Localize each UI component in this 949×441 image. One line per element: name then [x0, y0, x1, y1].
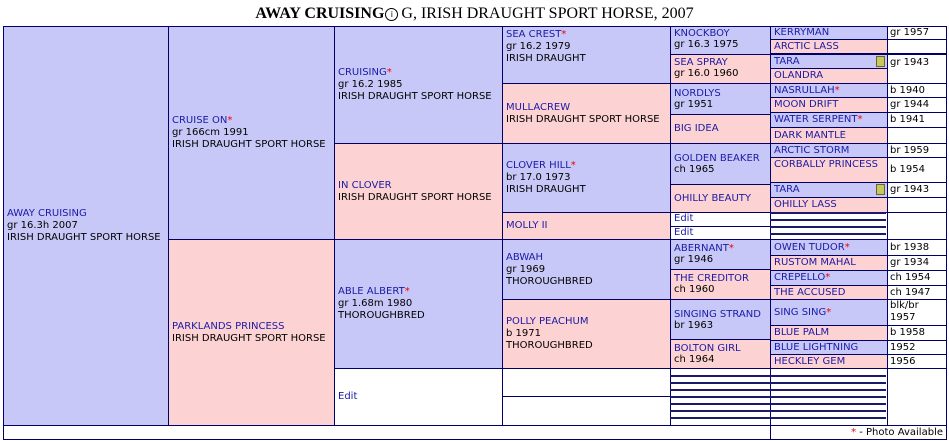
ancestor-name-link[interactable]: NORDLYS: [674, 88, 721, 99]
ancestor-name-link[interactable]: ABWAH: [506, 251, 544, 263]
ancestor-name-link[interactable]: THE CREDITOR: [674, 273, 749, 284]
ancestor-details: gr 1951: [674, 99, 714, 110]
edit-link[interactable]: Edit: [674, 227, 694, 238]
ancestor-details: gr 1969: [506, 263, 546, 275]
g5-info-cell: ch 1947: [887, 285, 947, 300]
g5-info-cell: b 1958: [887, 325, 947, 341]
ancestor-details: ch 1965: [674, 164, 715, 175]
info-icon[interactable]: i: [385, 8, 398, 21]
ancestor-details: br 1963: [674, 319, 714, 331]
g5-name-cell: [770, 255, 888, 271]
ancestor-name-link[interactable]: OWEN TUDOR: [774, 242, 845, 253]
g3-cell: [502, 83, 671, 144]
g4-cell: [670, 299, 771, 340]
g5-info-cell: [887, 127, 947, 144]
title-description: G, IRISH DRAUGHT SPORT HORSE, 2007: [401, 5, 694, 22]
g4-cell: [670, 184, 771, 213]
ancestor-name-link[interactable]: OLANDRA: [774, 70, 824, 81]
g5-name-cell: [770, 299, 888, 326]
ancestor-breed: THOROUGHBRED: [506, 275, 593, 287]
g5-info-cell: 1956: [887, 354, 947, 369]
g5-name-cell: [770, 97, 888, 113]
ancestor-name-link[interactable]: CLOVER HILL: [506, 160, 571, 171]
ancestor-name-link[interactable]: MULLACREW: [506, 101, 571, 113]
page-title: [0, 4, 949, 24]
photo-available-marker: *: [386, 67, 392, 78]
ancestor-breed: THOROUGHBRED: [506, 340, 593, 351]
g4-cell: [670, 226, 771, 240]
g5-info-cell: b 1954: [887, 157, 947, 183]
duplicate-marker-icon: [876, 184, 885, 195]
ancestor-details: gr 1.68m 1980: [338, 298, 413, 309]
ancestor-name-link[interactable]: BOLTON GIRL: [674, 343, 741, 354]
g5-info-cell: 1952: [887, 340, 947, 355]
ancestor-name-link[interactable]: ARCTIC STORM: [774, 145, 850, 156]
ancestor-name-link[interactable]: OHILLY LASS: [774, 199, 837, 210]
g4-cell: [670, 239, 771, 270]
dam-name-link[interactable]: PARKLANDS PRINCESS: [172, 320, 285, 332]
g5-name-cell: [770, 354, 888, 369]
ancestor-name-link[interactable]: DARK MANTLE: [774, 130, 846, 141]
dam-breed: IRISH DRAUGHT SPORT HORSE: [172, 332, 326, 344]
g5-name-cell: [770, 26, 888, 40]
ancestor-breed: IRISH DRAUGHT SPORT HORSE: [338, 191, 492, 203]
g4-cell: [670, 269, 771, 300]
g5-name-cell: [770, 143, 888, 158]
ancestor-name-link[interactable]: IN CLOVER: [338, 179, 392, 191]
duplicate-marker-icon: [876, 56, 885, 67]
g3-cell: [502, 299, 671, 369]
g5-info-cell: br 1959: [887, 143, 947, 158]
edit-link[interactable]: Edit: [338, 391, 358, 402]
photo-available-marker: *: [844, 242, 850, 253]
ancestor-name-link[interactable]: SINGING STRAND: [674, 308, 761, 320]
dam-dam-cell: [334, 368, 503, 426]
ancestor-name-link[interactable]: WATER SERPENT: [774, 114, 858, 125]
ancestor-name-link[interactable]: BLUE PALM: [774, 327, 830, 338]
ancestor-name-link[interactable]: CRUISING: [338, 67, 387, 78]
g5-name-cell: [770, 285, 888, 300]
ancestor-name-link[interactable]: ABLE ALBERT: [338, 286, 405, 297]
g5-info-text: gr 1943: [890, 57, 930, 68]
g3-cell: [502, 143, 671, 213]
g5-info-cell: [887, 39, 947, 54]
ancestor-name-link[interactable]: RUSTOM MAHAL: [774, 257, 856, 268]
g5-info-cell: gr 1957: [887, 26, 947, 40]
g4-cell: [670, 114, 771, 144]
g5-name-cell: [770, 39, 888, 54]
ancestor-name-link[interactable]: CORBALLY PRINCESS: [774, 159, 879, 170]
ancestor-name-link[interactable]: KERRYMAN: [774, 27, 830, 38]
ancestor-name-link[interactable]: MOON DRIFT: [774, 99, 839, 110]
ancestor-breed: IRISH DRAUGHT: [506, 184, 586, 195]
photo-legend: [770, 425, 947, 440]
photo-available-marker: *: [825, 272, 831, 283]
sire-breed: IRISH DRAUGHT SPORT HORSE: [172, 139, 326, 150]
g4-cell: [670, 339, 771, 369]
photo-available-marker: *: [834, 85, 840, 96]
photo-legend-text: - Photo Available: [856, 427, 943, 438]
ancestor-breed: THOROUGHBRED: [338, 310, 425, 321]
g5-info-cell: ch 1954: [887, 270, 947, 286]
ancestor-name-link[interactable]: TARA: [774, 184, 800, 195]
dam-sire-cell: [334, 239, 503, 369]
ancestor-name-link[interactable]: OHILLY BEAUTY: [674, 192, 751, 204]
g5-name-cell: [770, 68, 888, 84]
ancestor-name-link[interactable]: ARCTIC LASS: [774, 41, 839, 52]
ancestor-name-link[interactable]: THE ACCUSED: [774, 287, 846, 298]
subject-breed: IRISH DRAUGHT SPORT HORSE: [7, 232, 161, 243]
ancestor-name-link[interactable]: GOLDEN BEAKER: [674, 153, 760, 164]
ancestor-breed: IRISH DRAUGHT: [506, 53, 586, 64]
ancestor-name-link[interactable]: NASRULLAH: [774, 85, 835, 96]
g5-name-cell: [770, 340, 888, 355]
g5-info-cell: br 1938: [887, 239, 947, 256]
g5-info-cell: blk/br 1957: [887, 299, 947, 326]
ancestor-details: br 17.0 1973: [506, 172, 571, 183]
photo-legend-star: *: [851, 427, 857, 438]
ancestor-name-link[interactable]: POLLY PEACHUM: [506, 316, 589, 327]
ancestor-name-link[interactable]: SEA SPRAY: [674, 57, 728, 68]
g5-name-cell: [770, 127, 888, 144]
g5-info-cell: gr 1944: [887, 97, 947, 113]
empty-cell: [502, 368, 671, 397]
sire-dam-cell: [334, 143, 503, 240]
g5-name-cell: [770, 54, 888, 69]
g5-name-cell: [770, 83, 888, 98]
g5-name-cell: [770, 325, 888, 341]
sire-cell: [168, 26, 335, 240]
g4-cell: [670, 26, 771, 55]
ancestor-name-link[interactable]: SING SING: [774, 306, 827, 318]
subject-cell: [3, 26, 169, 426]
sire-details: gr 166cm 1991: [172, 127, 249, 138]
ancestor-name-link[interactable]: HECKLEY GEM: [774, 356, 846, 367]
ancestor-name-link[interactable]: CREPELLO: [774, 272, 826, 283]
photo-available-marker: *: [404, 286, 410, 297]
g5-info-cell: [887, 54, 947, 84]
sire-name-link[interactable]: CRUISE ON: [172, 115, 228, 126]
g5-info-cell: gr 1943: [887, 182, 947, 198]
dam-cell: [168, 239, 335, 426]
photo-available-marker: *: [227, 115, 233, 126]
g4-cell: [670, 54, 771, 84]
ancestor-details: gr 16.0 1960: [674, 68, 739, 79]
title-horse-name: AWAY CRUISING: [255, 5, 385, 22]
photo-available-marker: *: [728, 243, 734, 254]
ancestor-name-link[interactable]: MOLLY II: [506, 220, 548, 231]
empty-cell: [502, 396, 671, 426]
g5-name-cell: [770, 197, 888, 213]
photo-available-marker: *: [857, 114, 863, 125]
ancestor-name-link[interactable]: BLUE LIGHTNING: [774, 342, 859, 353]
ancestor-name-link[interactable]: BIG IDEA: [674, 123, 719, 134]
subject-details: gr 16.3h 2007: [7, 220, 78, 231]
g5-info-cell: b 1940: [887, 83, 947, 98]
photo-available-marker: *: [826, 306, 832, 318]
subject-name-link[interactable]: AWAY CRUISING: [7, 208, 87, 219]
edit-link[interactable]: Edit: [674, 213, 694, 224]
ancestor-details: gr 16.2 1985: [338, 79, 403, 90]
ancestor-breed: IRISH DRAUGHT SPORT HORSE: [338, 91, 492, 102]
g5-name-cell: [770, 239, 888, 256]
g4-cell: [670, 212, 771, 227]
g4-cell: [670, 83, 771, 115]
sire-sire-cell: [334, 26, 503, 144]
g5-name-cell: [770, 182, 888, 198]
ancestor-details: gr 16.3 1975: [674, 39, 739, 50]
g5-info-cell: gr 1934: [887, 255, 947, 271]
g5-name-cell: [770, 157, 888, 183]
ancestor-breed: IRISH DRAUGHT SPORT HORSE: [506, 113, 660, 125]
ancestor-name-link[interactable]: ABERNANT: [674, 243, 729, 254]
g4-cell: [670, 143, 771, 185]
ancestor-details: ch 1964: [674, 354, 715, 365]
photo-available-marker: *: [570, 160, 576, 171]
g5-name-cell: [770, 112, 888, 128]
g3-cell: [502, 26, 671, 84]
g5-info-cell: [887, 197, 947, 213]
ancestor-details: b 1971: [506, 328, 541, 339]
g5-name-cell: [770, 270, 888, 286]
ancestor-name-link[interactable]: KNOCKBOY: [674, 28, 730, 39]
g5-info-cell: b 1941: [887, 112, 947, 128]
ancestor-details: gr 16.2 1979: [506, 41, 571, 52]
ancestor-details: ch 1960: [674, 284, 715, 295]
footer-spacer: [3, 425, 771, 440]
ancestor-name-link[interactable]: SEA CREST: [506, 29, 562, 40]
g3-cell: [502, 239, 671, 300]
g3-cell: [502, 212, 671, 240]
photo-available-marker: *: [561, 29, 567, 40]
ancestor-name-link[interactable]: TARA: [774, 56, 800, 67]
ancestor-details: gr 1946: [674, 254, 714, 265]
